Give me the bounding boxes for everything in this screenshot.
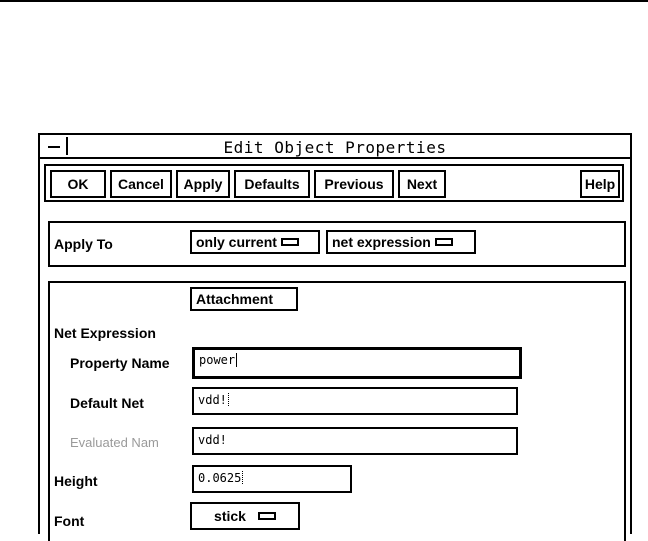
height-input[interactable] (192, 465, 352, 493)
title-bar[interactable] (40, 135, 630, 159)
evaluated-name-label: Evaluated Nam (70, 435, 159, 450)
ok-button[interactable]: OK (50, 170, 106, 198)
attributes-panel (48, 281, 626, 541)
cycle-indicator-icon (258, 512, 276, 520)
cancel-button[interactable]: Cancel (110, 170, 172, 198)
apply-scope-cycle[interactable] (190, 230, 320, 254)
text-cursor (236, 353, 237, 367)
next-button[interactable]: Next (398, 170, 446, 198)
property-name-input[interactable] (192, 347, 522, 379)
evaluated-name-field (192, 427, 518, 455)
default-net-input[interactable] (192, 387, 518, 415)
button-bar (44, 164, 624, 202)
window-title: Edit Object Properties (223, 138, 447, 157)
default-net-value: vdd! (198, 393, 227, 407)
apply-scope-value: only current (196, 234, 277, 250)
screen-top-border (0, 0, 648, 2)
default-net-label: Default Net (70, 395, 144, 411)
height-label: Height (54, 473, 98, 489)
cycle-indicator-icon (281, 238, 299, 246)
defaults-button[interactable]: Defaults (234, 170, 310, 198)
apply-to-panel (48, 221, 626, 267)
apply-to-label: Apply To (54, 236, 113, 252)
evaluated-name-value: vdd! (198, 433, 227, 447)
apply-target-cycle[interactable] (326, 230, 476, 254)
edit-object-properties-dialog (38, 133, 632, 534)
font-cycle[interactable] (190, 502, 300, 530)
attachment-button[interactable]: Attachment (190, 287, 298, 311)
property-name-value: power (199, 353, 236, 367)
height-value: 0.0625 (198, 471, 242, 485)
font-label: Font (54, 513, 85, 529)
apply-target-value: net expression (332, 234, 431, 250)
cycle-indicator-icon (435, 238, 453, 246)
help-button[interactable]: Help (580, 170, 620, 198)
font-value: stick (214, 508, 246, 524)
text-cursor (228, 393, 229, 407)
property-name-label: Property Name (70, 355, 170, 371)
net-expression-heading: Net Expression (54, 325, 156, 341)
text-cursor (242, 471, 243, 485)
apply-button[interactable]: Apply (176, 170, 230, 198)
previous-button[interactable]: Previous (314, 170, 394, 198)
